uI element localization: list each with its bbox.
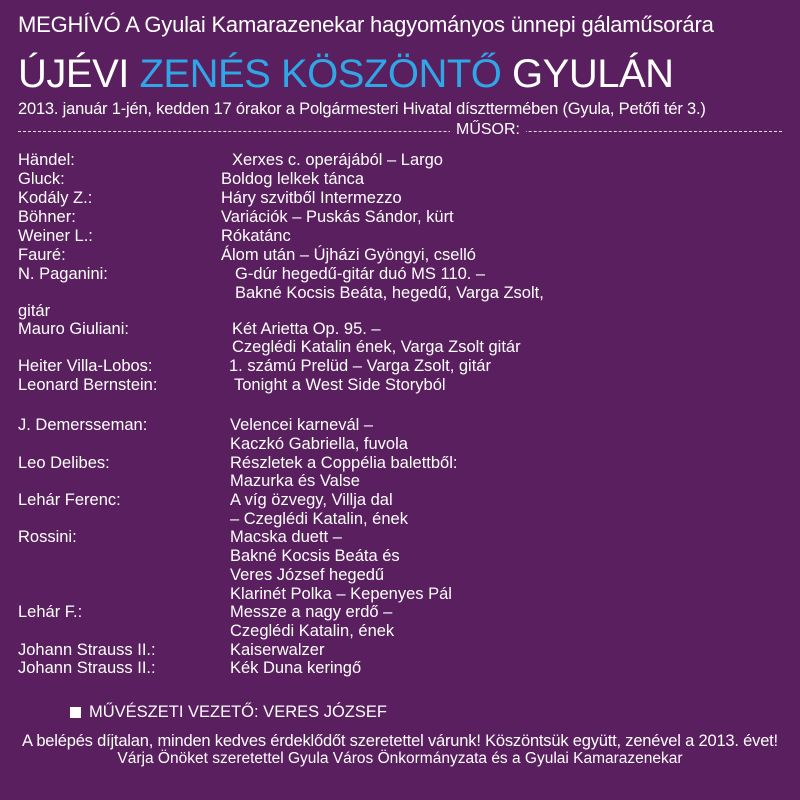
program-composer: Leonard Bernstein: — [18, 376, 158, 394]
program-composer: Rossini: — [18, 528, 77, 546]
program-piece: Veres József hegedű — [230, 566, 385, 584]
program-piece: Részletek a Coppélia balettből: — [230, 454, 458, 472]
program-piece: Háry szvitből Intermezzo — [221, 189, 402, 207]
program-piece: Velencei karnevál – — [230, 416, 374, 434]
title-accent: ZENÉS KÖSZÖNTŐ — [139, 52, 502, 96]
program-piece: Czeglédi Katalin ének, Varga Zsolt gitár — [232, 338, 521, 356]
program-piece: 1. számú Prelüd – Varga Zsolt, gitár — [229, 357, 491, 375]
program-piece: A víg özvegy, Villja dal — [230, 491, 393, 509]
program-composer: Böhner: — [18, 208, 76, 226]
program-composer: Weiner L.: — [18, 227, 93, 245]
program-piece: Rókatánc — [221, 227, 291, 245]
artistic-director-line — [70, 703, 387, 722]
program-composer: Lehár F.: — [18, 603, 83, 621]
program-piece: Kék Duna keringő — [230, 659, 362, 677]
program-composer: Fauré: — [18, 246, 66, 264]
program-piece: Klarinét Polka – Kepenyes Pál — [230, 585, 452, 603]
program-composer: Johann Strauss II.: — [18, 659, 156, 677]
program-piece: G-dúr hegedű-gitár duó MS 110. – — [235, 265, 486, 283]
program-composer: Gluck: — [18, 170, 65, 188]
program-composer: Heiter Villa-Lobos: — [18, 357, 153, 375]
program-piece: Kaczkó Gabriella, fuvola — [230, 435, 408, 453]
program-composer: gitár — [18, 302, 51, 320]
program-piece: Mazurka és Valse — [230, 472, 360, 490]
program-label: MŰSOR: — [450, 121, 526, 139]
program-piece: Xerxes c. operájából – Largo — [232, 151, 443, 169]
program-composer: Mauro Giuliani: — [18, 320, 129, 338]
artistic-director-text: MŰVÉSZETI VEZETŐ: VERES JÓZSEF — [89, 703, 387, 721]
welcome-message: A belépés díjtalan, minden kedves érdeklődőt szeretettel várunk! Köszöntsük együtt, zenével a 2013. évet! — [22, 732, 778, 750]
program-composer: N. Paganini: — [18, 265, 108, 283]
program-piece: Messze a nagy erdő – — [230, 603, 393, 621]
program-piece: Variációk – Puskás Sándor, kürt — [221, 208, 454, 226]
program-composer: Kodály Z.: — [18, 189, 93, 207]
event-details: 2013. január 1-jén, kedden 17 órakor a Polgármesteri Hivatal díszttermében (Gyula, Petőfi tér 3.) — [18, 100, 706, 118]
square-bullet-icon — [70, 707, 81, 718]
program-piece: – Czeglédi Katalin, ének — [230, 510, 408, 528]
title-part-2: GYULÁN — [501, 52, 674, 96]
program-piece: Tonight a West Side Storyból — [234, 376, 446, 394]
program-divider — [18, 131, 782, 132]
program-composer: Händel: — [18, 151, 75, 169]
program-piece: Álom után – Újházi Gyöngyi, cselló — [221, 246, 476, 264]
invitation-line: MEGHÍVÓ A Gyulai Kamarazenekar hagyományos ünnepi gálaműsorára — [18, 12, 714, 37]
program-composer: Leo Delibes: — [18, 454, 110, 472]
program-composer: Johann Strauss II.: — [18, 641, 156, 659]
program-piece: Boldog lelkek tánca — [221, 170, 365, 188]
program-piece: Macska duett – — [230, 528, 342, 546]
program-piece: Bakné Kocsis Beáta, hegedű, Varga Zsolt, — [235, 284, 544, 302]
title-part-1: ÚJÉVI — [18, 52, 140, 96]
program-composer: Lehár Ferenc: — [18, 491, 121, 509]
program-piece: Bakné Kocsis Beáta és — [230, 547, 400, 565]
program-piece: Két Arietta Op. 95. – — [232, 320, 381, 338]
program-composer: J. Demersseman: — [18, 416, 148, 434]
program-piece: Czeglédi Katalin, ének — [230, 622, 395, 640]
host-message: Várja Önöket szeretettel Gyula Város Önkormányzata és a Gyulai Kamarazenekar — [117, 750, 683, 767]
page-title — [18, 50, 674, 98]
program-piece: Kaiserwalzer — [230, 641, 325, 659]
